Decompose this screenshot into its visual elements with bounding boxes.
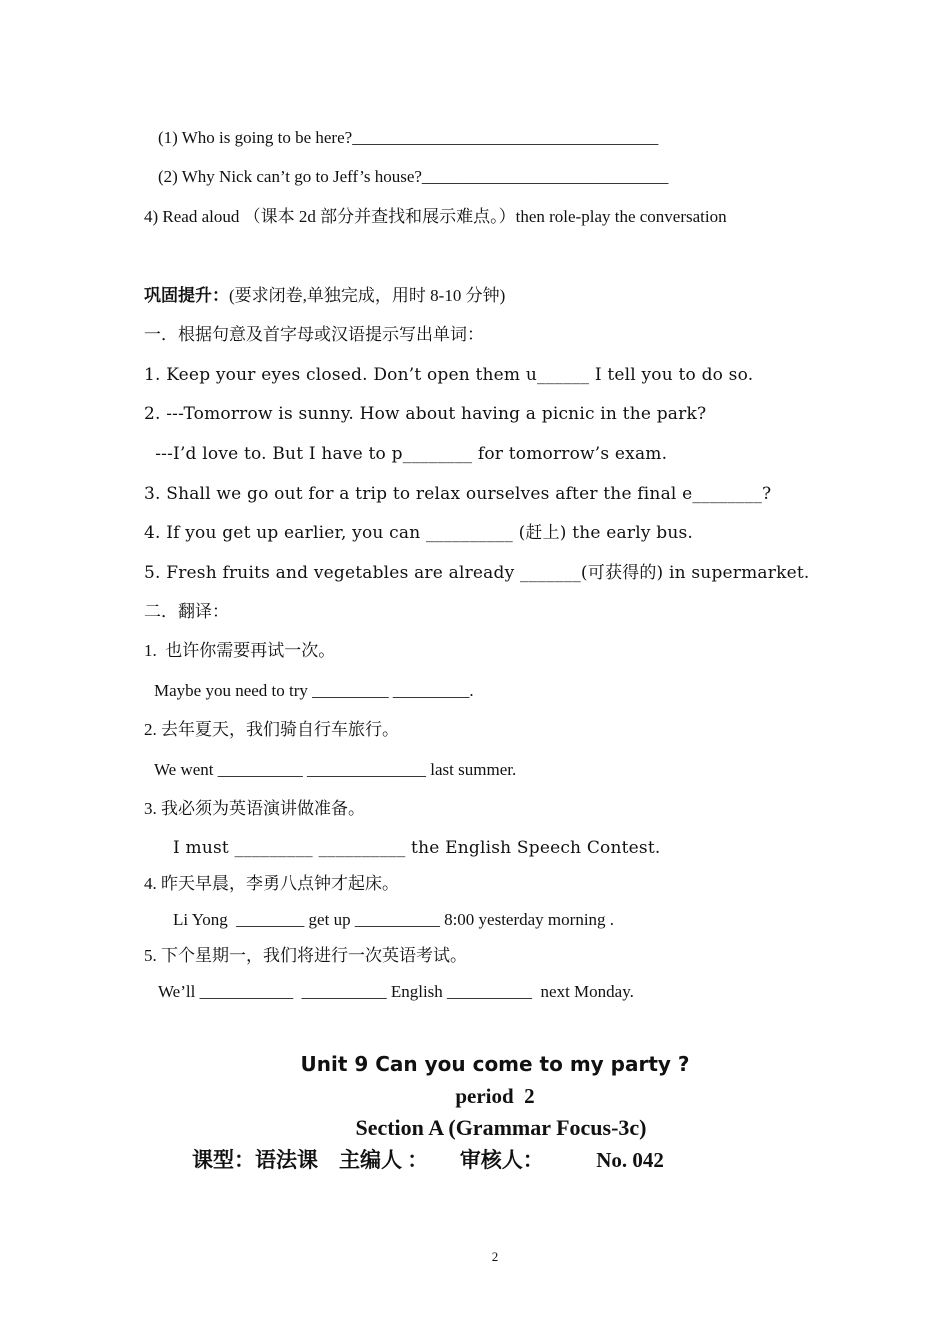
part2-item-1-cn: 1. 也许你需要再试一次。 [144,641,336,660]
reading-question-2: (2) Why Nick can’t go to Jeff’s house?_____________________________ [158,167,669,186]
part1-title: 一．根据句意及首字母或汉语提示写出单词： [144,325,484,344]
part1-item-1: 1. Keep your eyes closed. Don’t open them u______ I tell you to do so. [144,365,754,385]
part2-item-1-en: Maybe you need to try _________ _________. [154,681,474,700]
unit-title: Unit 9 Can you come to my party ? [300,1052,690,1076]
consolidate-label: 巩固提升： [144,286,229,305]
section-title: Section A (Grammar Focus-3c) [355,1115,647,1140]
reading-question-1: (1) Who is going to be here?____________________________________ [158,128,659,147]
part2-item-5-cn: 5. 下个星期一，我们将进行一次英语考试。 [144,946,467,965]
part2-title: 二．翻译： [144,602,229,621]
part1-item-2: 2. ---Tomorrow is sunny. How about having a picnic in the park? [144,404,707,424]
part1-item-3: 3. Shall we go out for a trip to relax ourselves after the final e________? [144,484,772,504]
part1-item-5: 5. Fresh fruits and vegetables are already _______(可获得的) in supermarket. [144,563,810,583]
part2-item-2-cn: 2. 去年夏天，我们骑自行车旅行。 [144,720,399,739]
part2-item-2-en: We went __________ ______________ last summer. [154,760,517,779]
part2-item-4-cn: 4. 昨天早晨，李勇八点钟才起床。 [144,874,399,893]
consolidate-heading [144,286,505,306]
part2-item-3-cn: 3. 我必须为英语演讲做准备。 [144,799,365,818]
part2-item-4-en: Li Yong ________ get up __________ 8:00 yesterday morning . [173,910,615,929]
part2-item-5-en: We’ll ___________ __________ English __________ next Monday. [158,982,634,1001]
part1-item-2-reply: ---I’d love to. But I have to p________ for tomorrow’s exam. [144,444,668,464]
read-aloud-instruction: 4) Read aloud （课本 2d 部分并查找和展示难点。）then role-play the conversation [144,207,727,226]
consolidate-note: (要求闭卷,单独完成，用时 8-10 分钟) [229,286,506,305]
lesson-meta: 课型：语法课 主编人 ： 审核人： No. 042 [192,1148,664,1172]
page-number: 2 [491,1249,499,1264]
part1-item-4: 4. If you get up earlier, you can __________ (赶上) the early bus. [144,523,694,543]
part2-item-3-en: I must _________ __________ the English Speech Contest. [173,838,661,858]
period-title: period 2 [455,1084,535,1108]
